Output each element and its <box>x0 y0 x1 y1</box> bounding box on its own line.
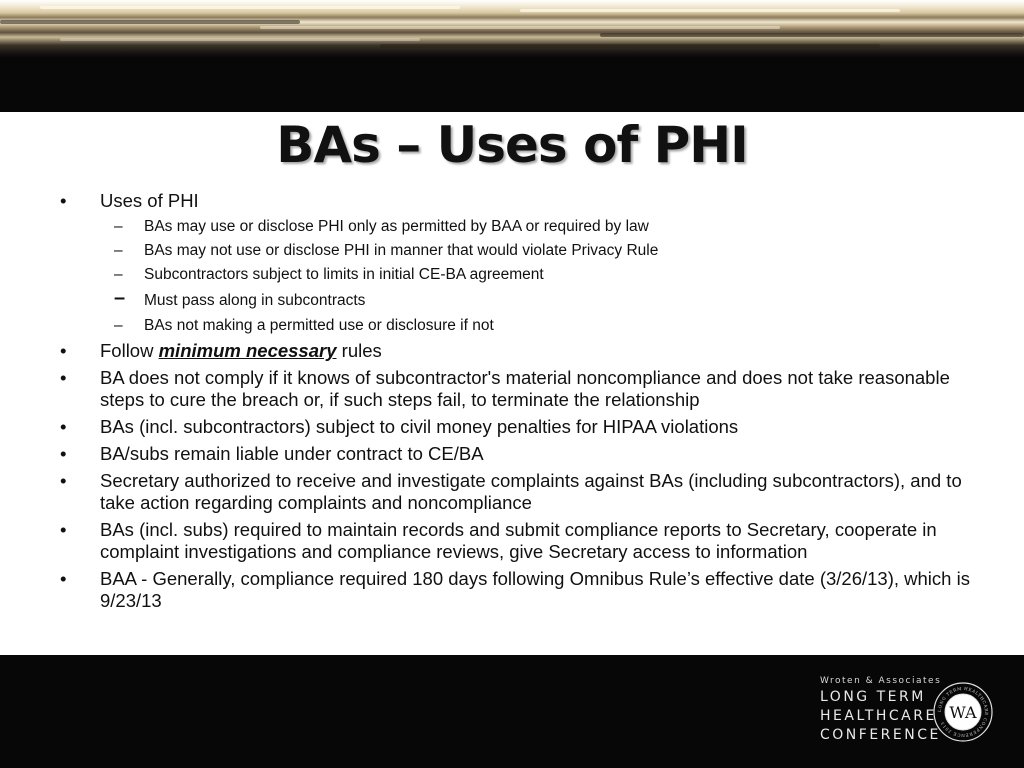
sub-bullet-text: BAs may use or disclose PHI only as permitted by BAA or required by law <box>144 218 649 235</box>
dash-marker: – <box>114 218 123 235</box>
conference-logo <box>820 674 941 745</box>
logo-org-name: Wroten & Associates <box>820 676 942 686</box>
seal-logo-icon <box>933 682 993 742</box>
slide-title: BAs – Uses of PHI <box>276 116 748 174</box>
banner-streak <box>0 20 300 24</box>
bullet-marker: • <box>60 519 67 540</box>
top-banner <box>0 0 1024 112</box>
bullet-item <box>60 340 980 362</box>
bullet-marker: • <box>60 190 67 211</box>
sub-bullet-item <box>60 316 980 336</box>
bullet-text: rules <box>336 340 382 361</box>
sub-bullet-text: BAs not making a permitted use or disclosure if not <box>144 317 494 334</box>
bullet-item <box>60 519 980 563</box>
banner-streak <box>600 33 1024 37</box>
bullet-item <box>60 190 980 212</box>
bullet-text: Uses of PHI <box>100 190 199 211</box>
logo-line: HEALTHCARE <box>820 708 937 724</box>
sub-bullet-item <box>60 265 980 285</box>
emphasized-text: minimum necessary <box>158 340 337 361</box>
bullet-item <box>60 470 980 514</box>
bullet-text: Secretary authorized to receive and investigate complaints against BAs (including subcontractors), and to take action regarding complaints and noncompliance <box>100 470 962 513</box>
bullet-item <box>60 443 980 465</box>
sub-bullet-text: Subcontractors subject to limits in initial CE-BA agreement <box>144 266 544 283</box>
banner-streak <box>380 44 880 48</box>
bullet-marker: • <box>60 367 67 388</box>
bullet-item <box>60 416 980 438</box>
seal-ring-text: LONG TERM HEALTHCARE CONFERENCE 2013 <box>936 685 990 739</box>
bullet-text: BA does not comply if it knows of subcontractor's material noncompliance and does not take reasonable steps to cure the breach or, if such steps fail, to terminate the relationship <box>100 367 950 410</box>
seal-monogram: WA <box>949 703 977 722</box>
bullet-marker: • <box>60 340 67 361</box>
dash-marker: – <box>114 287 126 309</box>
banner-streak <box>520 9 900 12</box>
bullet-list <box>60 190 980 617</box>
bullet-text: BAA - Generally, compliance required 180 days following Omnibus Rule’s effective date (3/26/13), which is 9/23/13 <box>100 568 970 611</box>
sub-bullet-text: Must pass along in subcontracts <box>144 292 366 309</box>
bullet-text: BA/subs remain liable under contract to CE/BA <box>100 443 484 464</box>
bullet-text: BAs (incl. subcontractors) subject to civil money penalties for HIPAA violations <box>100 416 739 437</box>
bullet-marker: • <box>60 416 67 437</box>
dash-marker: – <box>114 317 123 334</box>
footer-band <box>0 655 1024 768</box>
bullet-marker: • <box>60 443 67 464</box>
logo-line: CONFERENCE <box>820 727 941 743</box>
banner-streak <box>40 6 460 9</box>
banner-streak <box>260 26 780 29</box>
sub-bullet-item <box>60 287 980 311</box>
dash-marker: – <box>114 266 123 283</box>
sub-bullet-item <box>60 217 980 237</box>
sub-bullet-item <box>60 241 980 261</box>
dash-marker: – <box>114 242 123 259</box>
bullet-marker: • <box>60 568 67 589</box>
bullet-marker: • <box>60 470 67 491</box>
banner-streak <box>60 38 420 41</box>
bullet-text: Follow <box>100 340 159 361</box>
bullet-item <box>60 568 980 612</box>
logo-line: LONG TERM <box>820 689 926 705</box>
bullet-text: BAs (incl. subs) required to maintain records and submit compliance reports to Secretary, cooperate in complaint investigations and compliance reviews, give Secretary access to information <box>100 519 937 562</box>
bullet-item <box>60 367 980 411</box>
sub-bullet-text: BAs may not use or disclose PHI in manner that would violate Privacy Rule <box>144 242 659 259</box>
